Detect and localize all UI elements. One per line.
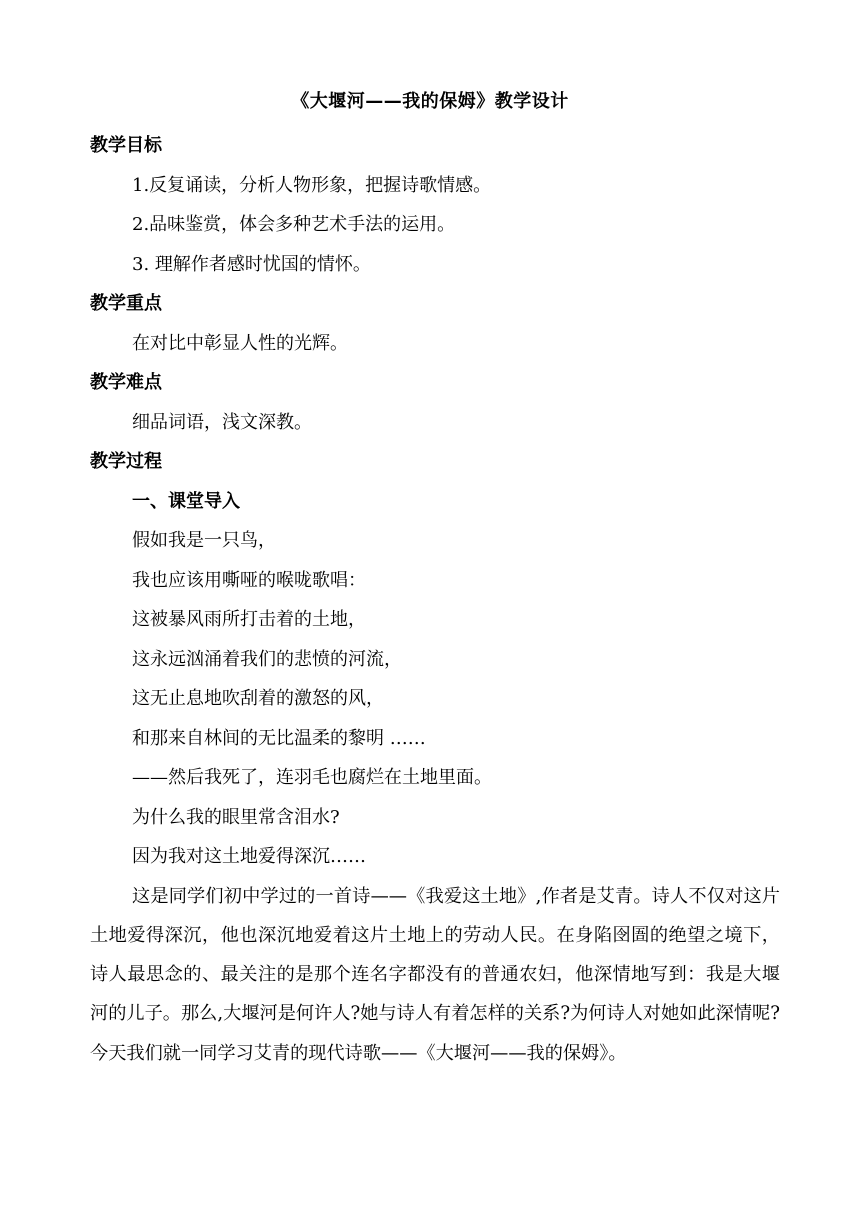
poem-line: 假如我是一只鸟， — [132, 530, 276, 551]
difficulties-heading: 教学难点 — [90, 372, 162, 393]
poem-line: 为什么我的眼里常含泪水? — [132, 806, 340, 828]
poem-line: 因为我对这土地爱得深沉…… — [132, 846, 366, 867]
poem-line: 这永远汹涌着我们的悲愤的河流， — [132, 648, 402, 670]
poem-line: 和那来自林间的无比温柔的黎明 …… — [132, 727, 426, 749]
goal-item: 3. 理解作者感时忧国的情怀。 — [132, 253, 371, 275]
goal-item: 1.反复诵读，分析人物形象，把握诗歌情感。 — [132, 174, 492, 196]
goals-heading: 教学目标 — [90, 135, 162, 156]
key-points-heading: 教学重点 — [90, 293, 162, 314]
poem-line: 这无止息地吹刮着的激怒的风， — [132, 688, 384, 709]
poem-line: 我也应该用嘶哑的喉咙歌唱： — [132, 569, 366, 591]
intro-paragraph: 这是同学们初中学过的一首诗——《我爱这土地》,作者是艾青。诗人不仅对这片土地爱得深沉，他也深沉地爱着这片土地上的劳动人民。在身陷囹圄的绝望之境下，诗人最思念的、最关注的是那个连名字都没有的普通农妇，他深情地写到：我是大堰河的儿子。那么,大堰河是何许人?她与诗人有着怎样的关系?为何诗人对她如此深情呢? 今天我们就一同学习艾青的现代诗歌——《大堰河——我的保姆》。 — [90, 885, 780, 1064]
process-heading: 教学过程 — [90, 451, 162, 472]
poem-line: ——然后我死了，连羽毛也腐烂在土地里面。 — [132, 767, 492, 788]
poem-line: 这被暴风雨所打击着的土地， — [132, 609, 366, 630]
document-body — [90, 126, 780, 1073]
goal-item: 2.品味鉴赏，体会多种艺术手法的运用。 — [132, 214, 456, 235]
key-points-text: 在对比中彰显人性的光辉。 — [132, 332, 348, 354]
difficulties-text: 细品词语，浅文深教。 — [132, 411, 312, 433]
section-title: 一、课堂导入 — [132, 490, 240, 512]
document-title: 《大堰河——我的保姆》教学设计 — [291, 91, 569, 112]
